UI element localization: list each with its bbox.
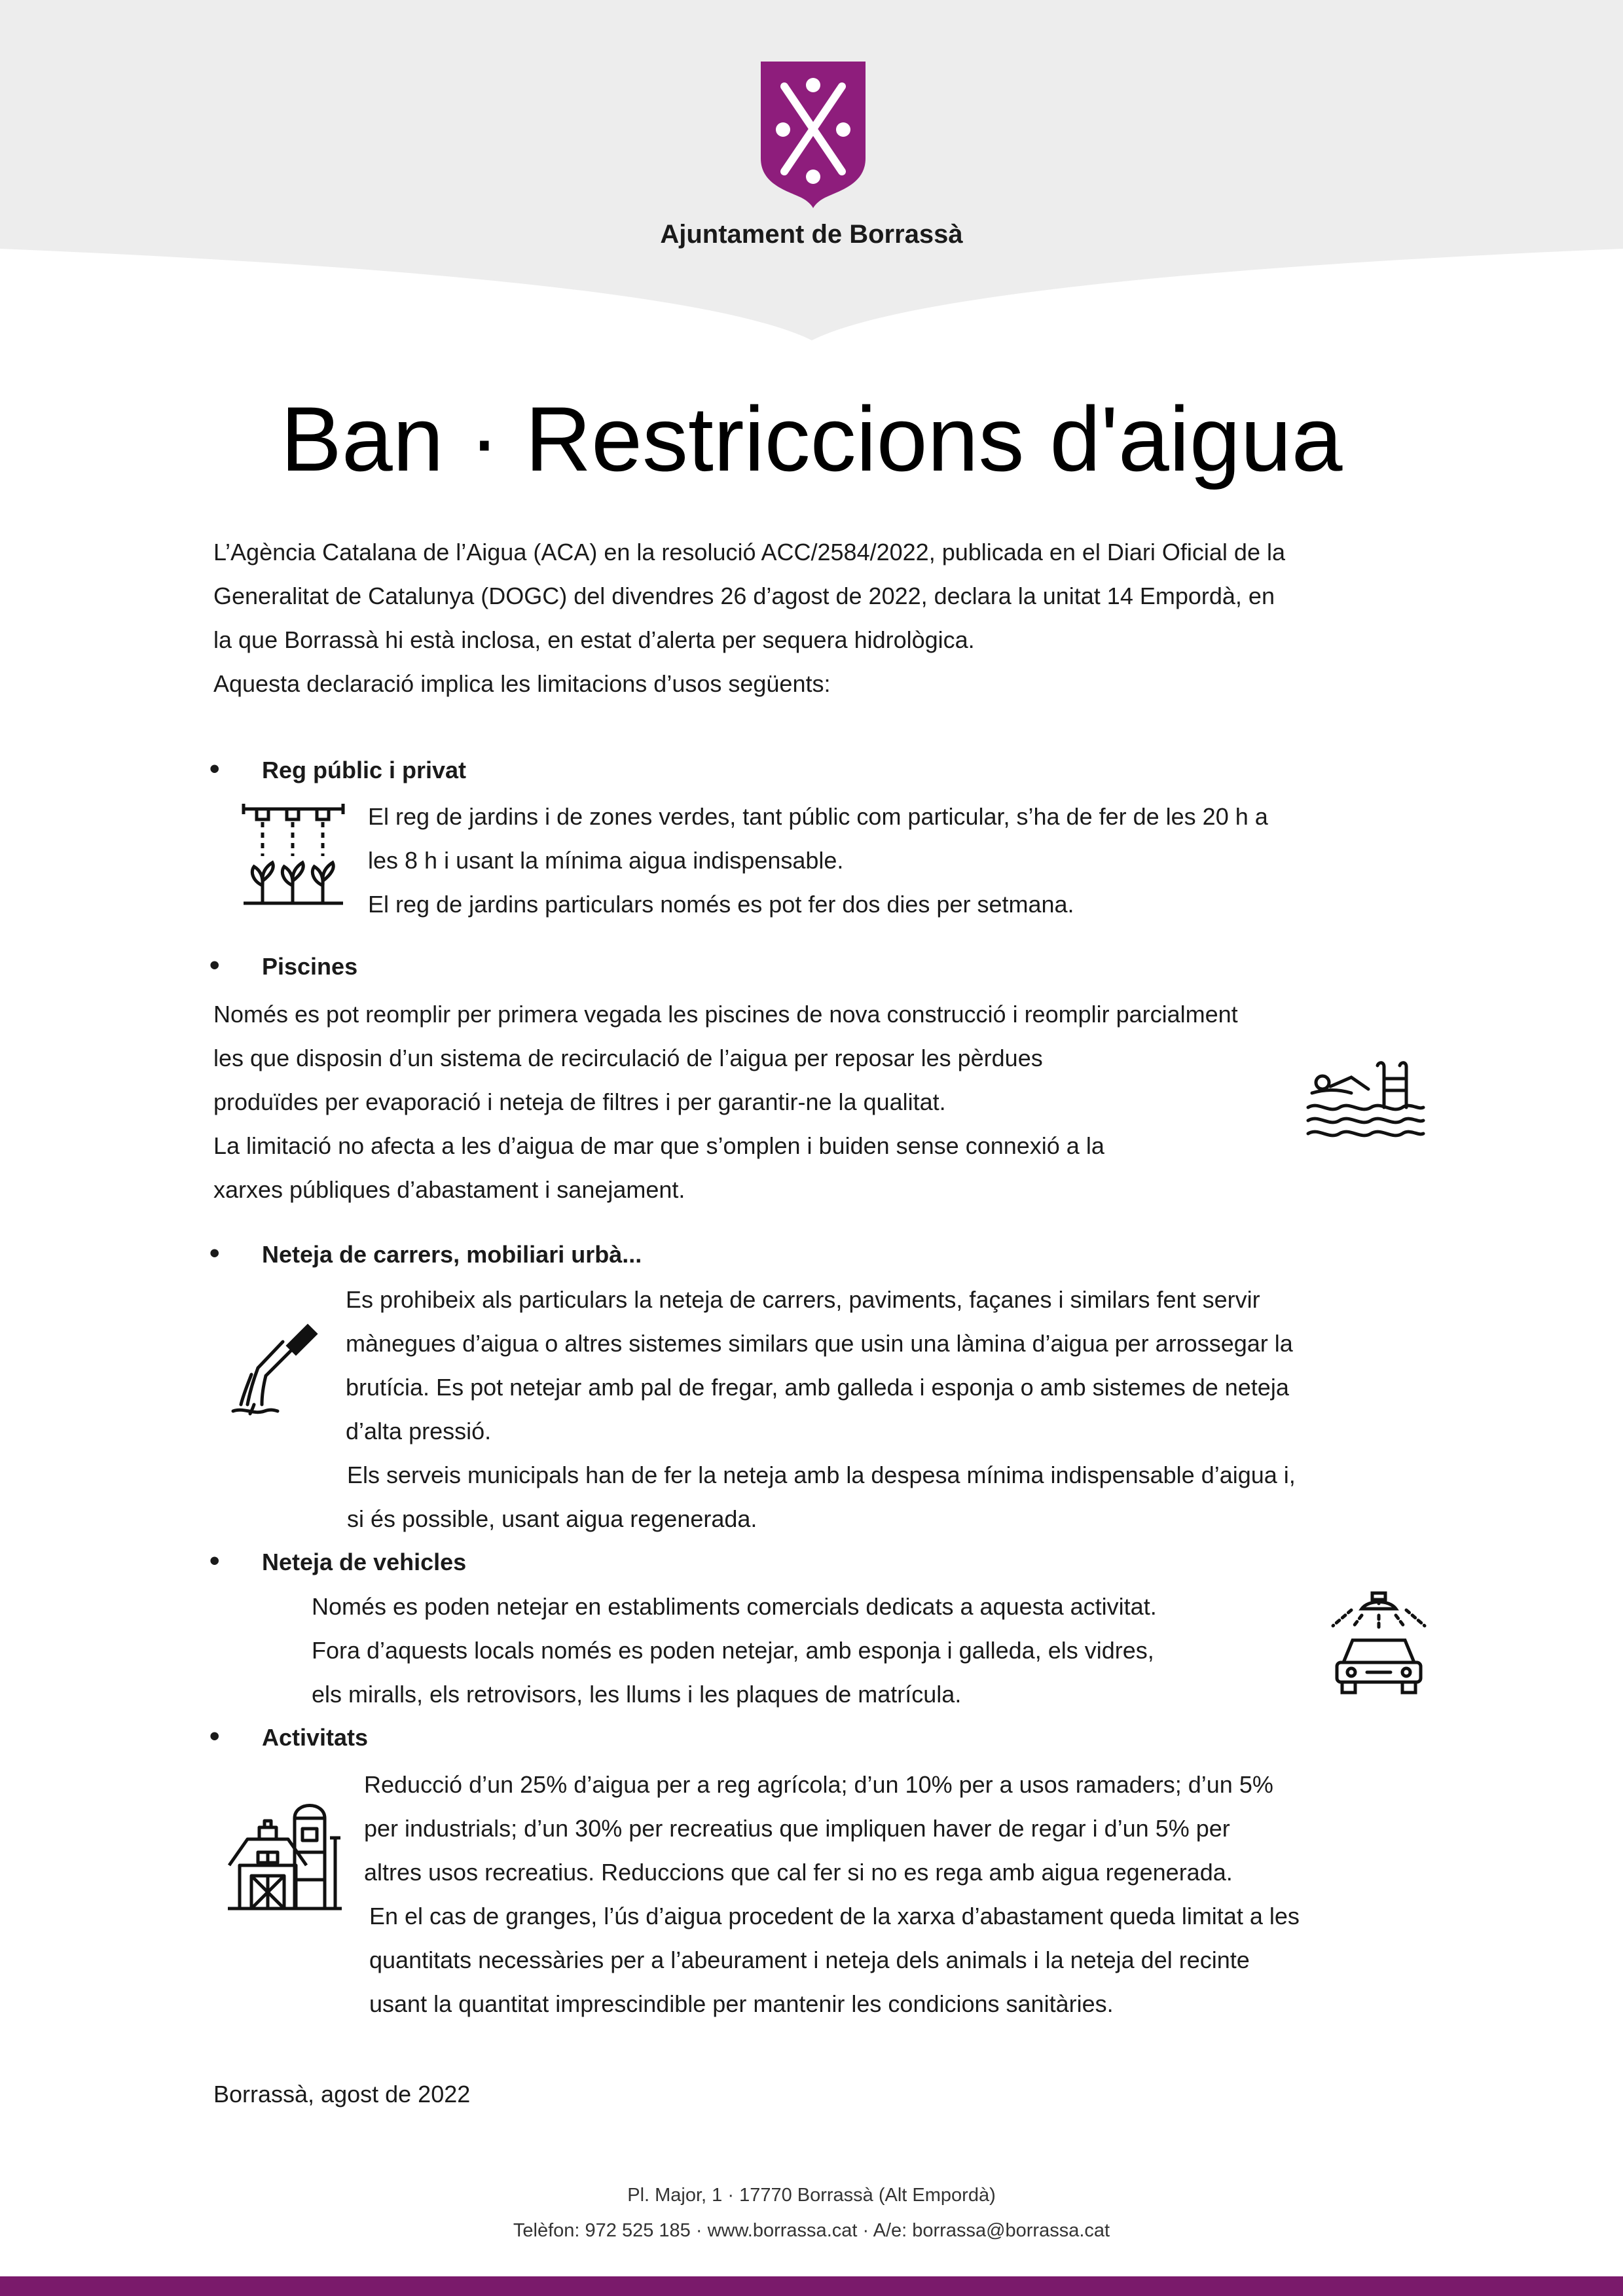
section-line: mànegues d’aigua o altres sistemes similars que usin una làmina d’aigua per arrossegar la [346,1330,1293,1357]
bullet: • [210,1237,220,1269]
footer-address: Pl. Major, 1 · 17770 Borrassà (Alt Empordà) [627,2185,996,2206]
section-line: les que disposin d’un sistema de recirculació de l’aigua per reposar les pèrdues [213,1045,1043,1071]
bullet: • [210,1720,220,1752]
section-line: d’alta pressió. [346,1418,492,1444]
section-heading-pools [210,949,357,982]
section-heading-irrigation [210,753,466,785]
section-line: brutícia. Es pot netejar amb pal de fregar, amb galleda i esponja o amb sistemes de neteja [346,1374,1289,1401]
section-line: El reg de jardins i de zones verdes, tant públic com particular, s’ha de fer de les 20 h a [368,803,1268,830]
page-title: Ban · Restriccions d'aigua [280,387,1343,490]
intro-line-1: L’Agència Catalana de l’Aigua (ACA) en la resolució ACC/2584/2022, publicada en el Diari Oficial de la [213,539,1285,565]
section-heading-label: Neteja de vehicles [262,1549,467,1575]
bottom-bar [0,2276,1623,2296]
section-line: per industrials; d’un 30% per recreatius que impliquen haver de regar i d’un 5% per [364,1815,1230,1842]
water-hose-icon [230,1322,318,1416]
section-line: Els serveis municipals han de fer la neteja amb la despesa mínima indispensable d’aigua i, [347,1462,1296,1488]
section-heading-street-cleaning [210,1237,642,1270]
intro-line-3: la que Borrassà hi està inclosa, en estat d’alerta per sequera hidrològica. [213,626,975,653]
section-line: Fora d’aquests locals només es poden netejar, amb esponja i galleda, els vidres, [312,1637,1154,1664]
swimming-pool-icon [1305,1060,1426,1139]
section-line: xarxes públiques d’abastament i sanejament. [213,1176,685,1203]
organization-name: Ajuntament de Borrassà [660,220,963,249]
section-heading-activities [210,1720,368,1753]
section-line: La limitació no afecta a les d’aigua de mar que s’omplen i buiden sense connexió a la [213,1132,1104,1159]
section-heading-label: Piscines [262,953,358,980]
bullet: • [210,753,220,785]
section-line: El reg de jardins particulars només es pot fer dos dies per setmana. [368,891,1074,918]
section-line: Es prohibeix als particulars la neteja de carrers, paviments, façanes i similars fent servir [346,1286,1260,1313]
car-wash-icon [1329,1590,1429,1696]
section-heading-label: Neteja de carrers, mobiliari urbà... [262,1241,642,1268]
intro-line-2: Generalitat de Catalunya (DOGC) del divendres 26 d’agost de 2022, declara la unitat 14 Empordà, en [213,583,1275,609]
municipal-crest-logo [759,60,867,209]
section-line: Reducció d’un 25% d’aigua per a reg agrícola; d’un 10% per a usos ramaders; d’un 5% [364,1771,1273,1798]
section-line: produïdes per evaporació i neteja de filtres i per garantir-ne la qualitat. [213,1088,946,1115]
section-heading-vehicle-cleaning [210,1545,466,1577]
section-line: En el cas de granges, l’ús d’aigua procedent de la xarxa d’abastament queda limitat a les [369,1903,1300,1929]
bullet: • [210,949,220,981]
bullet: • [210,1545,220,1577]
section-heading-label: Reg públic i privat [262,757,467,783]
irrigation-icon [241,804,346,907]
intro-line-4: Aquesta declaració implica les limitacions d’usos següents: [213,670,831,697]
section-line: altres usos recreatius. Reduccions que cal fer si no es rega amb aigua regenerada. [364,1859,1233,1886]
section-heading-label: Activitats [262,1724,369,1751]
section-line: Només es pot reomplir per primera vegada les piscines de nova construcció i reomplir parcialment [213,1001,1238,1028]
section-line: si és possible, usant aigua regenerada. [347,1505,757,1532]
section-line: quantitats necessàries per a l’abeurament i neteja dels animals i la neteja del recinte [369,1946,1250,1973]
signoff: Borrassà, agost de 2022 [213,2081,471,2108]
farm-icon [227,1792,343,1911]
section-line: Només es poden netejar en establiments comercials dedicats a aquesta activitat. [312,1593,1157,1620]
section-line: les 8 h i usant la mínima aigua indispensable. [368,847,844,874]
section-line: els miralls, els retrovisors, les llums i les plaques de matrícula. [312,1681,962,1708]
footer-contact: Telèfon: 972 525 185 · www.borrassa.cat · A/e: borrassa@borrassa.cat [513,2220,1110,2241]
section-line: usant la quantitat imprescindible per mantenir les condicions sanitàries. [369,1990,1114,2017]
